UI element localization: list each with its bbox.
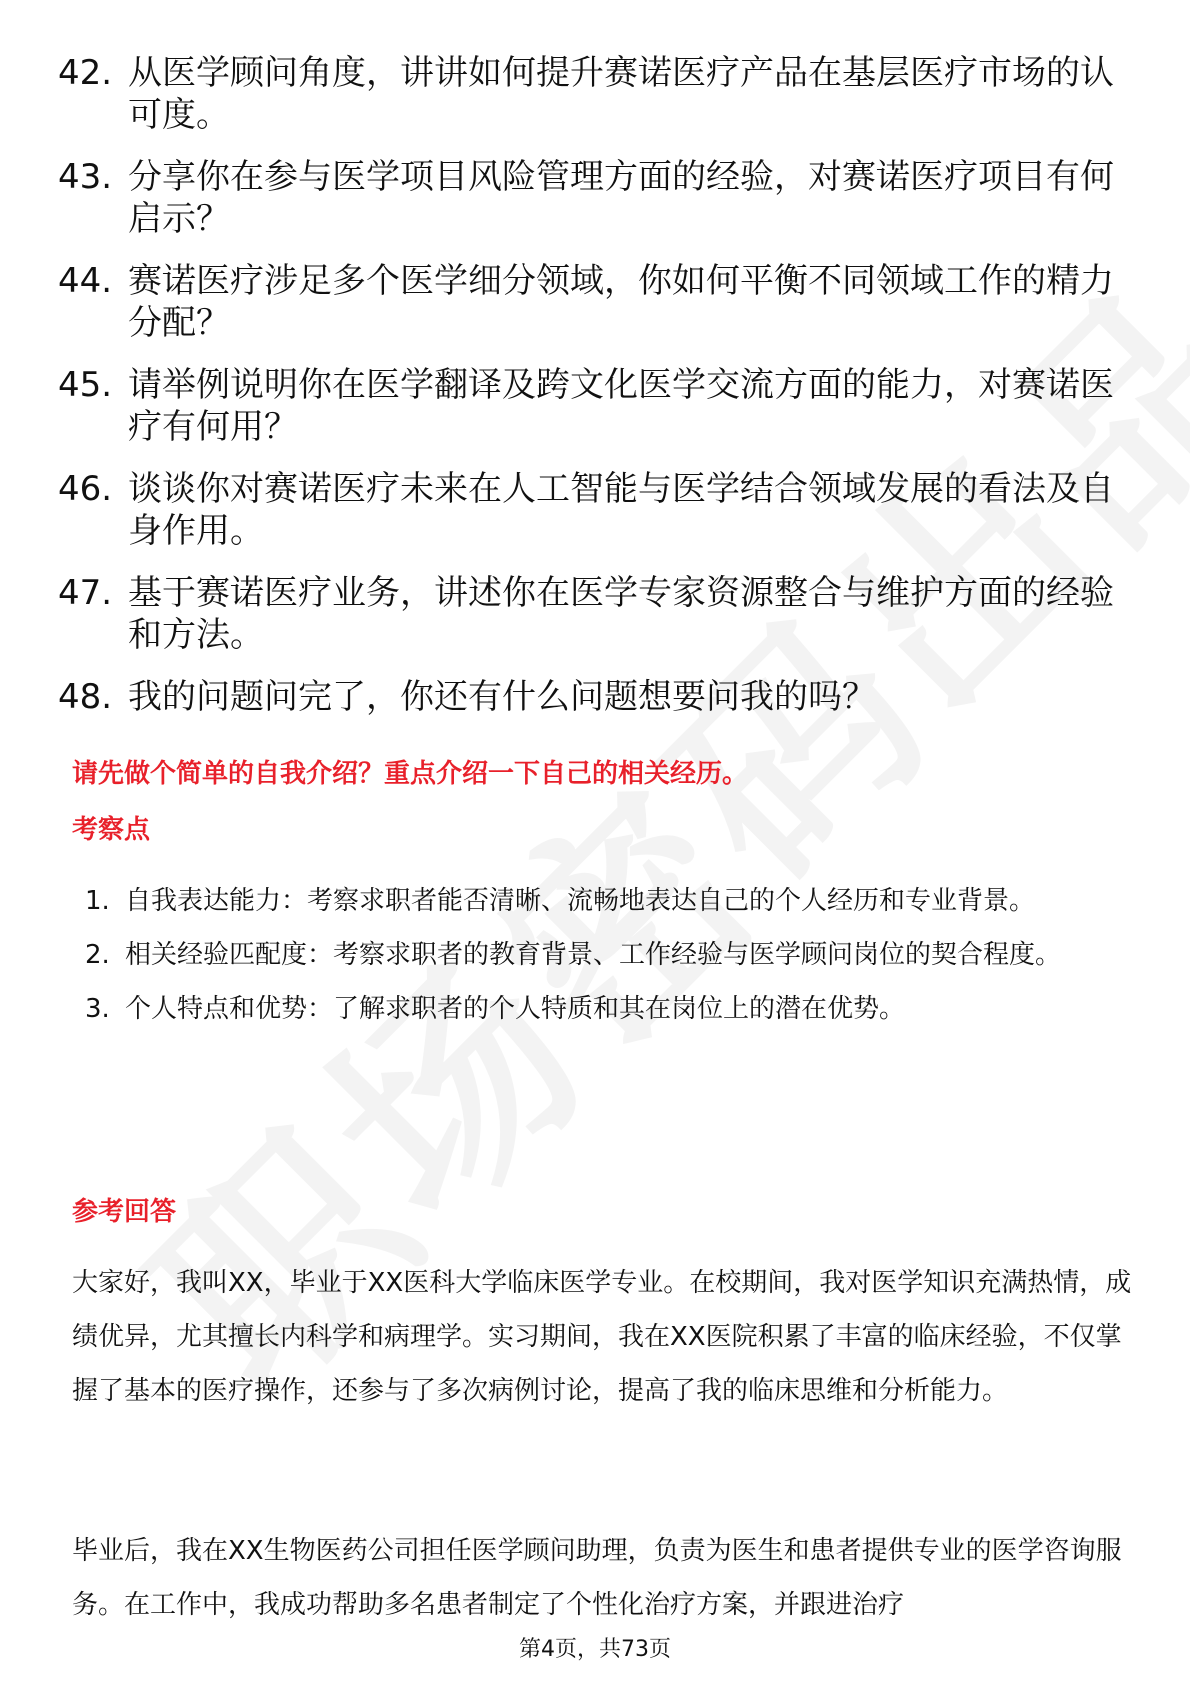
focus-point-number: 1. (85, 886, 110, 916)
focus-point-text: 个人特点和优势：了解求职者的个人特质和其在岗位上的潜在优势。 (125, 994, 906, 1024)
question-item (58, 676, 1133, 718)
question-text: 基于赛诺医疗业务，讲述你在医学专家资源整合与维护方面的经验和方法。 (128, 573, 1114, 655)
question-list (58, 52, 1133, 738)
answer-heading: 参考回答 (72, 1197, 177, 1227)
question-text: 赛诺医疗涉足多个医学细分领域，你如何平衡不同领域工作的精力分配？ (128, 261, 1114, 343)
answer-paragraph: 毕业后，我在XX生物医药公司担任医学顾问助理，负责为医生和患者提供专业的医学咨询服务。在工作中，我成功帮助多名患者制定了个性化治疗方案，并跟进治疗 (72, 1536, 1122, 1620)
question-text: 我的问题问完了，你还有什么问题想要问我的吗？ (128, 677, 876, 717)
question-number: 47. (58, 573, 113, 613)
question-text: 请举例说明你在医学翻译及跨文化医学交流方面的能力，对赛诺医疗有何用？ (128, 365, 1114, 447)
question-item (58, 260, 1133, 344)
page-footer: 第4页，共73页 (519, 1637, 671, 1662)
focus-points-list (85, 874, 1125, 1036)
answer-paragraph: 大家好，我叫XX，毕业于XX医科大学临床医学专业。在校期间，我对医学知识充满热情，成绩优异，尤其擅长内科学和病理学。实习期间，我在XX医院积累了丰富的临床经验，不仅掌握了基本的医疗操作，还参与了多次病例讨论，提高了我的临床思维和分析能力。 (72, 1268, 1132, 1406)
focus-point-text: 相关经验匹配度：考察求职者的教育背景、工作经验与医学顾问岗位的契合程度。 (125, 940, 1062, 970)
question-number: 43. (58, 157, 113, 197)
question-number: 44. (58, 261, 113, 301)
question-item (58, 364, 1133, 448)
focus-point-text: 自我表达能力：考察求职者能否清晰、流畅地表达自己的个人经历和专业背景。 (125, 886, 1036, 916)
focus-point-number: 2. (85, 940, 110, 970)
question-text: 从医学顾问角度，讲讲如何提升赛诺医疗产品在基层医疗市场的认可度。 (128, 53, 1114, 135)
question-number: 42. (58, 53, 113, 93)
focus-heading: 考察点 (72, 815, 151, 845)
question-number: 48. (58, 677, 113, 717)
focus-point (85, 982, 1125, 1036)
focus-point (85, 874, 1125, 928)
question-item (58, 156, 1133, 240)
focus-point (85, 928, 1125, 982)
question-text: 分享你在参与医学项目风险管理方面的经验，对赛诺医疗项目有何启示？ (128, 157, 1114, 239)
question-number: 46. (58, 469, 113, 509)
section-question-heading: 请先做个简单的自我介绍？重点介绍一下自己的相关经历。 (72, 759, 749, 789)
focus-point-number: 3. (85, 994, 110, 1024)
question-item (58, 52, 1133, 136)
question-number: 45. (58, 365, 113, 405)
question-text: 谈谈你对赛诺医疗未来在人工智能与医学结合领域发展的看法及自身作用。 (128, 469, 1114, 551)
question-item (58, 572, 1133, 656)
question-item (58, 468, 1133, 552)
